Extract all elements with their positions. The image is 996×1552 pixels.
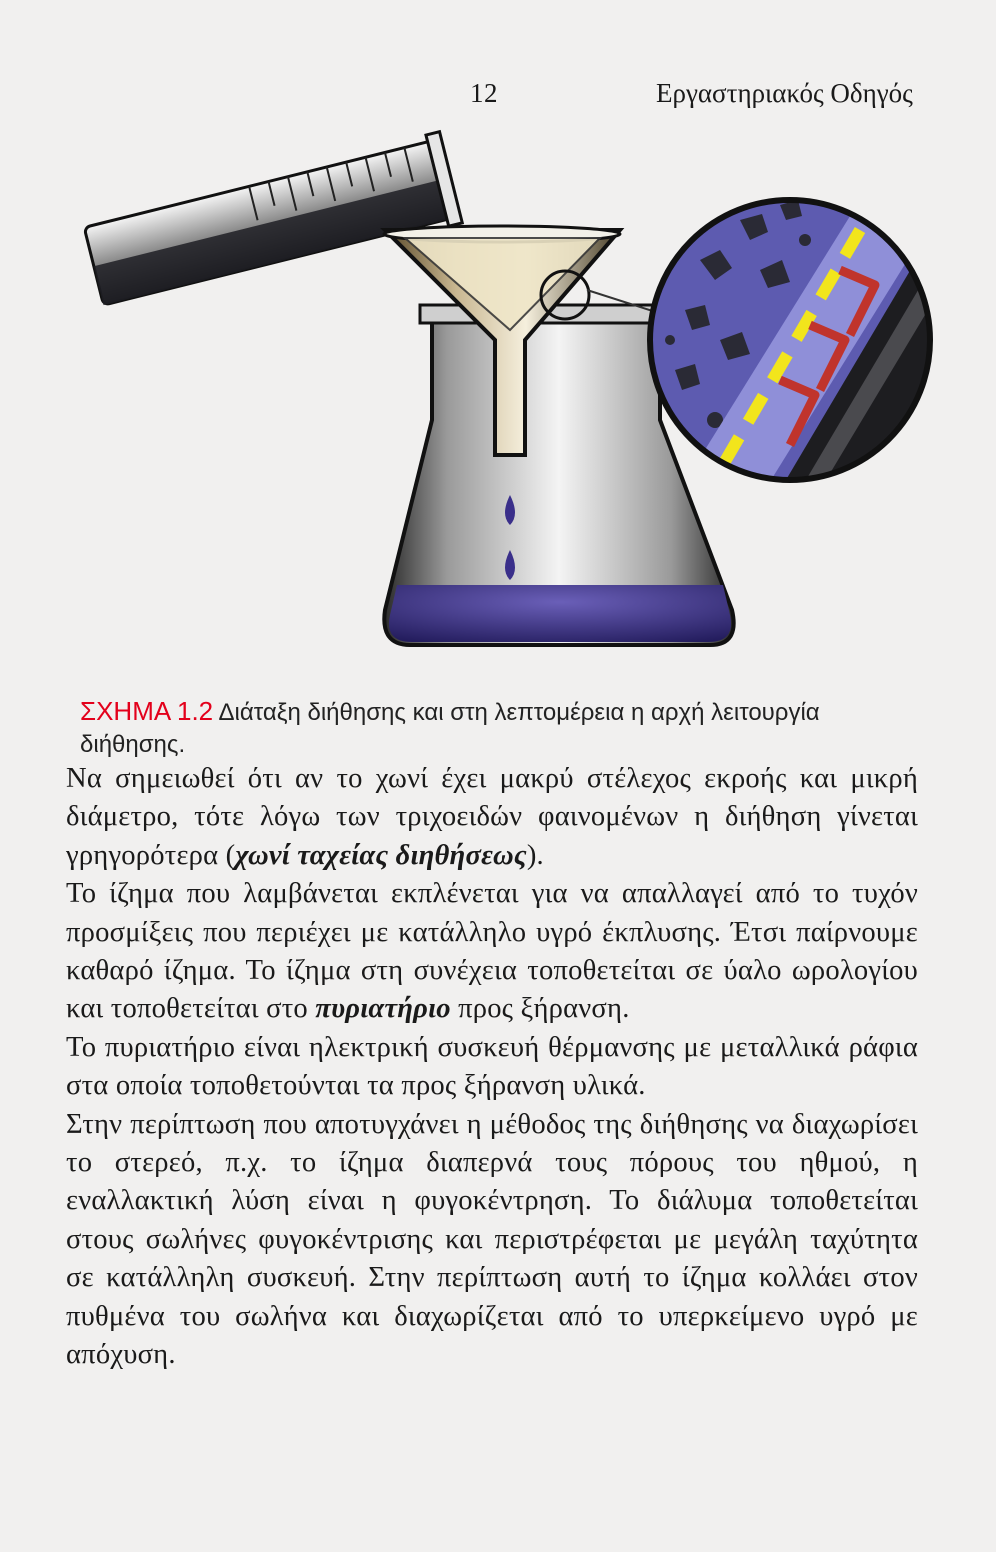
- filtrate-liquid: [389, 585, 731, 642]
- paragraph-4: Στην περίπτωση που αποτυγχάνει η μέθοδος της διήθησης να διαχωρίσει το στερεό, π.χ. το ίζημα διαπερνά τους πόρους του ηθμού, η εναλλακτική λύση είναι η φυγοκέντρηση. Το διάλυμα τοποθετείται στους σωλήνες φυγοκέντρισης και περιστρέφεται με μεγάλη ταχύτητα σε κατάλληλη συσκευή. Στην περίπτωση αυτή το ίζημα κολλάει στον πυθμένα του σωλήνα και διαχωρίζεται από το υπερκείμενο υγρό με απόχυση.: [66, 1108, 918, 1371]
- figure-caption: [80, 695, 920, 761]
- paragraph-1: [66, 760, 918, 875]
- oven-term: πυριατήριο: [315, 993, 451, 1025]
- paragraph-2: [66, 875, 918, 1029]
- detail-magnified-view: [640, 190, 940, 530]
- paragraph-3: Το πυριατήριο είναι ηλεκτρική συσκευή θέρμανσης με μεταλλικά ράφια στα οποία τοποθετούνται τα προς ξήρανση υλικά.: [66, 1031, 918, 1102]
- body-text: [66, 760, 918, 1375]
- filtration-figure: [60, 110, 940, 690]
- paragraph-1-text: Να σημειωθεί ότι αν το χωνί έχει μακρύ στέλεχος εκροής και μικρή διάμετρο, τότε λόγω των τριχοειδών φαινομένων η διήθηση γίνεται γρηγορότερα (: [66, 763, 918, 871]
- fast-filtration-funnel-term: χωνί ταχείας διηθήσεως: [235, 839, 527, 871]
- paragraph-2-text: Το ίζημα που λαμβάνεται εκπλένεται για να απαλλαγεί από το τυχόν προσμίξεις που περιέχει με κατάλληλο υγρό έκπλυσης. Έτσι παίρνουμε καθαρό ίζημα. Το ίζημα στη συνέχεια τοποθετείται σε ύαλο ωρολογίου και τοποθετείται στο: [66, 878, 918, 1025]
- caption-text: Διάταξη διήθησης και στη λεπτομέρεια η αρχή λειτουργία διήθησης.: [80, 699, 820, 758]
- running-title: Εργαστηριακός Οδηγός: [656, 78, 913, 108]
- figure-label: ΣΧΗΜΑ 1.2: [80, 696, 214, 726]
- filtration-apparatus-illustration: [60, 110, 940, 690]
- page-number: 12: [470, 78, 498, 108]
- graduated-cylinder: [82, 132, 462, 312]
- paragraph-1-end: ).: [526, 839, 544, 871]
- paragraph-2-end: προς ξήρανση.: [450, 993, 630, 1025]
